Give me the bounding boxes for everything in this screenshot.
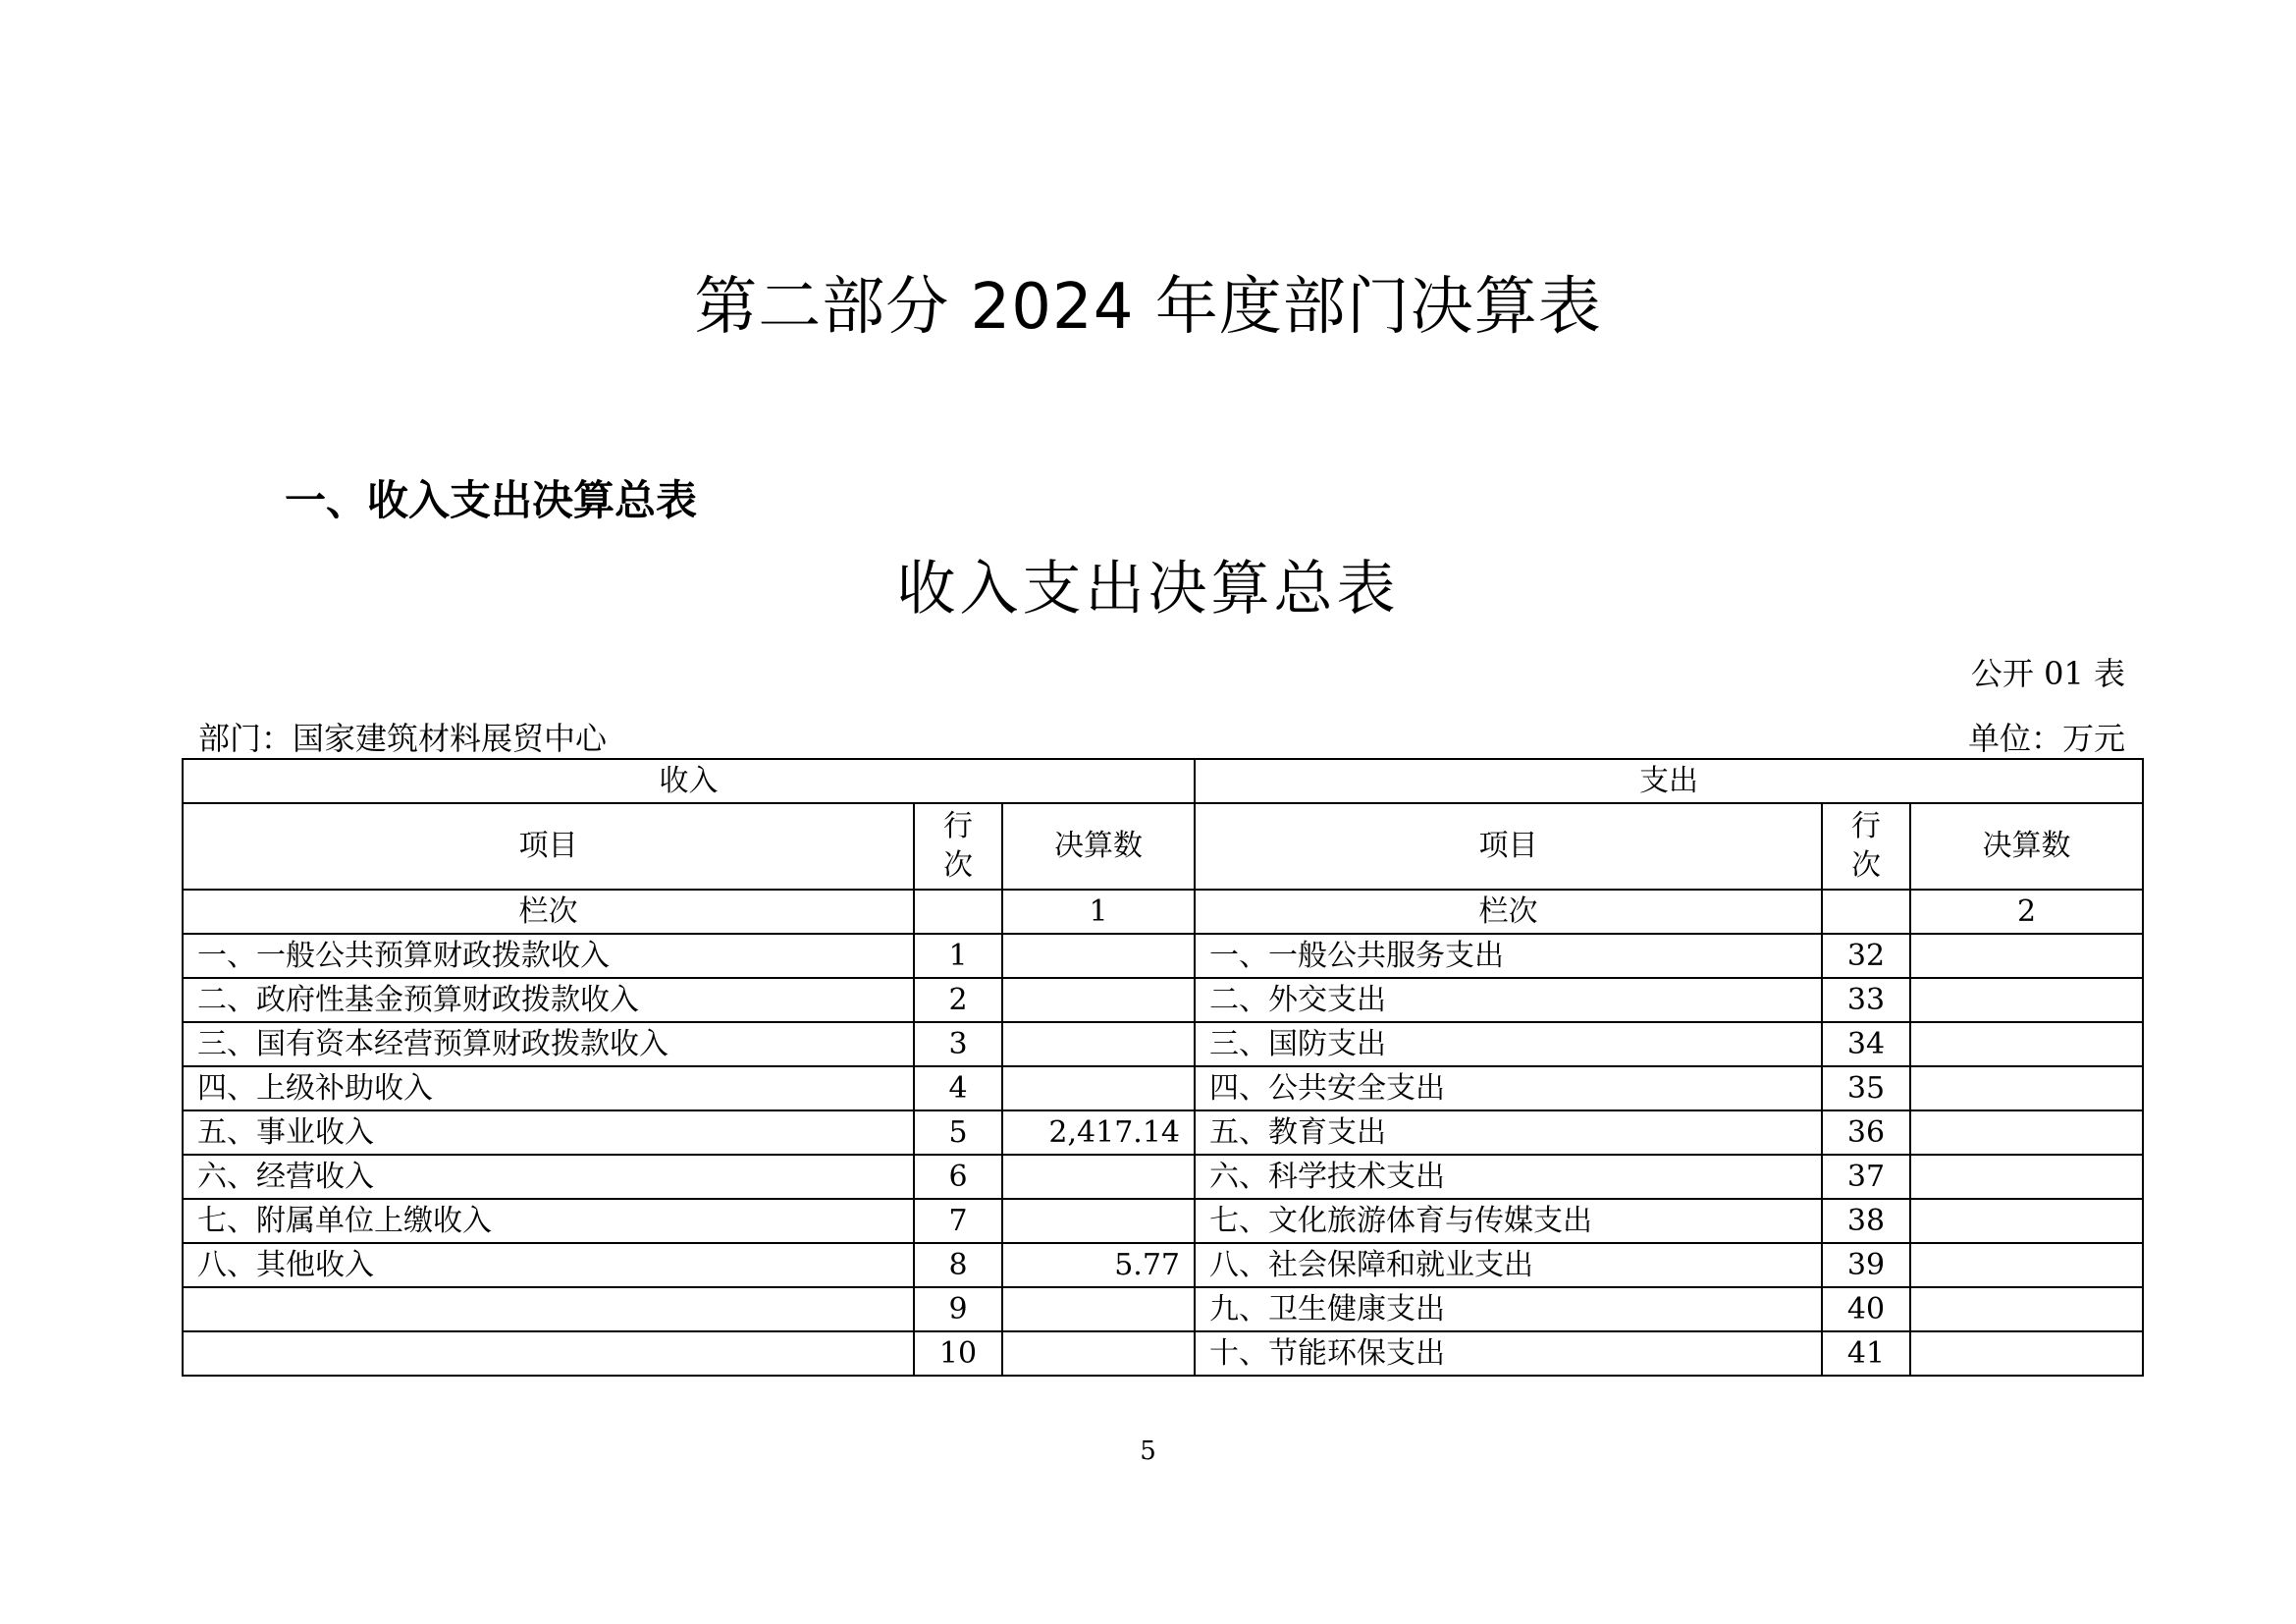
income-amount-cell <box>1002 1199 1195 1243</box>
income-section-header: 收入 <box>183 759 1195 803</box>
income-item-cell: 五、事业收入 <box>183 1110 914 1155</box>
section-header-row <box>183 759 2143 803</box>
expense-item-cell: 六、科学技术支出 <box>1195 1155 1822 1199</box>
section-heading: 一、收入支出决算总表 <box>285 476 698 524</box>
income-expense-table <box>182 758 2144 1377</box>
expense-line-cell: 37 <box>1822 1155 1910 1199</box>
income-item-cell: 八、其他收入 <box>183 1243 914 1287</box>
income-item-cell: 六、经营收入 <box>183 1155 914 1199</box>
table-row <box>183 934 2143 978</box>
expense-item-cell: 八、社会保障和就业支出 <box>1195 1243 1822 1287</box>
table-row <box>183 1331 2143 1376</box>
table-row <box>183 1110 2143 1155</box>
expense-line-cell: 41 <box>1822 1331 1910 1376</box>
income-amount-cell <box>1002 1331 1195 1376</box>
income-line-header-text: 行次 <box>943 809 973 883</box>
income-amount-cell: 5.77 <box>1002 1243 1195 1287</box>
income-item-cell: 四、上级补助收入 <box>183 1066 914 1110</box>
column-number-row <box>183 890 2143 934</box>
expense-item-cell: 九、卫生健康支出 <box>1195 1287 1822 1331</box>
expense-item-cell: 三、国防支出 <box>1195 1022 1822 1066</box>
unit-label: 单位：万元 <box>1967 720 2125 757</box>
income-line-header <box>914 803 1002 890</box>
table-row <box>183 1243 2143 1287</box>
income-column-line-empty <box>914 890 1002 934</box>
income-item-cell <box>183 1331 914 1376</box>
expense-column-line-empty <box>1822 890 1910 934</box>
income-amount-cell <box>1002 1287 1195 1331</box>
income-amount-cell <box>1002 978 1195 1022</box>
expense-amount-cell <box>1910 1066 2143 1110</box>
income-line-cell: 2 <box>914 978 1002 1022</box>
income-line-cell: 7 <box>914 1199 1002 1243</box>
expense-amount-cell <box>1910 978 2143 1022</box>
column-header-row <box>183 803 2143 890</box>
table-row <box>183 1287 2143 1331</box>
table-row <box>183 1066 2143 1110</box>
income-line-cell: 8 <box>914 1243 1002 1287</box>
expense-line-header <box>1822 803 1910 890</box>
expense-line-cell: 36 <box>1822 1110 1910 1155</box>
expense-item-cell: 四、公共安全支出 <box>1195 1066 1822 1110</box>
expense-item-cell: 七、文化旅游体育与传媒支出 <box>1195 1199 1822 1243</box>
expense-item-cell: 二、外交支出 <box>1195 978 1822 1022</box>
income-amount-header: 决算数 <box>1002 803 1195 890</box>
income-item-cell: 七、附属单位上缴收入 <box>183 1199 914 1243</box>
part-title: 第二部分 2024 年度部门决算表 <box>694 271 1602 344</box>
expense-line-cell: 39 <box>1822 1243 1910 1287</box>
expense-line-cell: 40 <box>1822 1287 1910 1331</box>
income-amount-cell <box>1002 1066 1195 1110</box>
expense-amount-cell <box>1910 1331 2143 1376</box>
table-row <box>183 1022 2143 1066</box>
income-amount-cell: 2,417.14 <box>1002 1110 1195 1155</box>
income-line-cell: 1 <box>914 934 1002 978</box>
income-item-cell: 一、一般公共预算财政拨款收入 <box>183 934 914 978</box>
income-item-header: 项目 <box>183 803 914 890</box>
expense-line-cell: 33 <box>1822 978 1910 1022</box>
income-line-cell: 4 <box>914 1066 1002 1110</box>
income-amount-cell <box>1002 1022 1195 1066</box>
income-amount-cell <box>1002 1155 1195 1199</box>
table-title: 收入支出决算总表 <box>896 555 1400 623</box>
expense-amount-cell <box>1910 1155 2143 1199</box>
expense-section-header: 支出 <box>1195 759 2143 803</box>
income-item-cell: 三、国有资本经营预算财政拨款收入 <box>183 1022 914 1066</box>
expense-item-header: 项目 <box>1195 803 1822 890</box>
expense-amount-cell <box>1910 1243 2143 1287</box>
expense-amount-cell <box>1910 1022 2143 1066</box>
income-item-cell: 二、政府性基金预算财政拨款收入 <box>183 978 914 1022</box>
expense-item-cell: 一、一般公共服务支出 <box>1195 934 1822 978</box>
expense-column-number: 2 <box>1910 890 2143 934</box>
income-line-cell: 5 <box>914 1110 1002 1155</box>
expense-column-label: 栏次 <box>1195 890 1822 934</box>
expense-item-cell: 五、教育支出 <box>1195 1110 1822 1155</box>
income-item-cell <box>183 1287 914 1331</box>
expense-line-cell: 38 <box>1822 1199 1910 1243</box>
table-number: 公开 01 表 <box>1970 655 2125 692</box>
income-line-cell: 3 <box>914 1022 1002 1066</box>
expense-amount-cell <box>1910 934 2143 978</box>
expense-amount-cell <box>1910 1287 2143 1331</box>
income-column-number: 1 <box>1002 890 1195 934</box>
income-amount-cell <box>1002 934 1195 978</box>
expense-line-cell: 35 <box>1822 1066 1910 1110</box>
expense-item-cell: 十、节能环保支出 <box>1195 1331 1822 1376</box>
table-row <box>183 1155 2143 1199</box>
table-row <box>183 978 2143 1022</box>
expense-line-header-text: 行次 <box>1851 809 1881 883</box>
expense-line-cell: 32 <box>1822 934 1910 978</box>
table-row <box>183 1199 2143 1243</box>
page-number: 5 <box>1140 1436 1156 1466</box>
expense-line-cell: 34 <box>1822 1022 1910 1066</box>
department-label: 部门：国家建筑材料展贸中心 <box>198 720 608 757</box>
income-line-cell: 10 <box>914 1331 1002 1376</box>
expense-amount-header: 决算数 <box>1910 803 2143 890</box>
expense-amount-cell <box>1910 1199 2143 1243</box>
income-column-label: 栏次 <box>183 890 914 934</box>
expense-amount-cell <box>1910 1110 2143 1155</box>
income-line-cell: 6 <box>914 1155 1002 1199</box>
income-line-cell: 9 <box>914 1287 1002 1331</box>
